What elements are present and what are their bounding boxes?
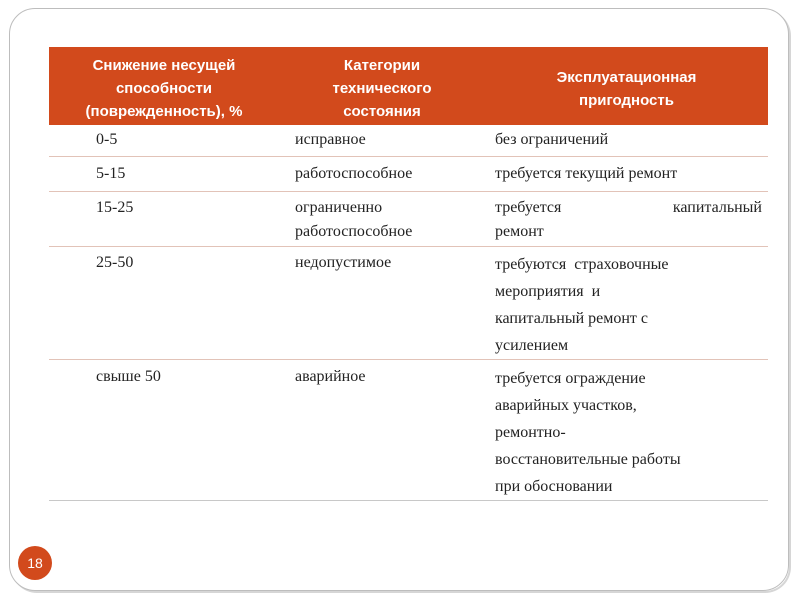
damage-cell: 0-5 (49, 125, 279, 156)
table-row (49, 359, 768, 500)
suitability-cell: требуется текущий ремонт (485, 156, 768, 191)
header-category: Категории технического состояния (279, 47, 485, 125)
suitability-cell: требуется ограждение аварийных участков, ремонтно- восстановительные работы при обосновании (485, 359, 768, 500)
category-cell: ограниченно работоспособное (279, 191, 485, 246)
damage-cell: свыше 50 (49, 359, 279, 500)
category-cell: работоспособное (279, 156, 485, 191)
table-row (49, 246, 768, 359)
table-row (49, 125, 768, 156)
category-cell: исправное (279, 125, 485, 156)
category-cell: недопустимое (279, 246, 485, 359)
suitability-cell: требуется капитальный ремонт (485, 191, 768, 246)
damage-cell: 15-25 (49, 191, 279, 246)
table-row (49, 191, 768, 246)
table-header-row (49, 47, 768, 125)
suitability-cell: требуются страховочные мероприятия и капитальный ремонт с усилением (485, 246, 768, 359)
damage-cell: 25-50 (49, 246, 279, 359)
header-suitability: Эксплуатационная пригодность (485, 47, 768, 125)
page-number-badge: 18 (18, 546, 52, 580)
category-cell: аварийное (279, 359, 485, 500)
suitability-cell: без ограничений (485, 125, 768, 156)
damage-cell: 5-15 (49, 156, 279, 191)
header-damage: Снижение несущей способности (поврежденность), % (49, 47, 279, 125)
damage-classification-table (49, 47, 768, 501)
table-row (49, 156, 768, 191)
